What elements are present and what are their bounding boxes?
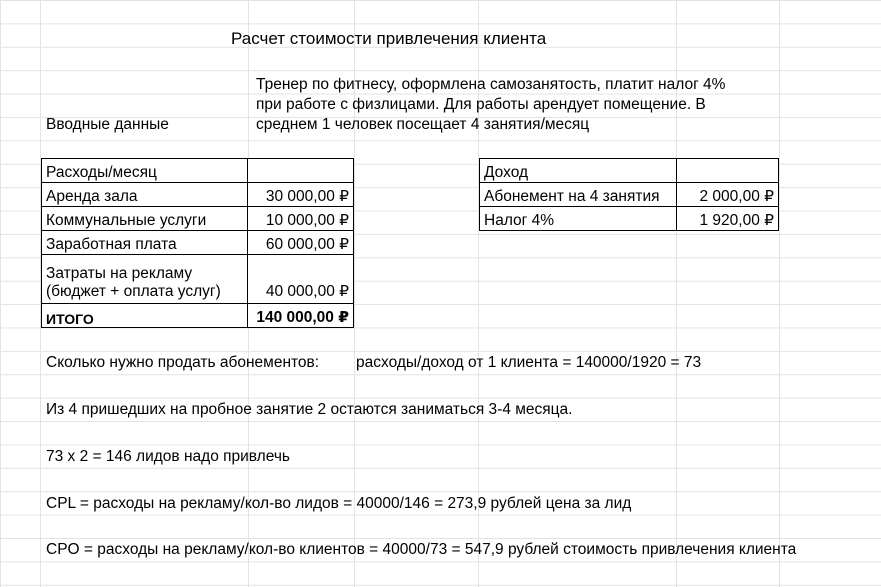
expense-label-cell[interactable]: Заработная плата <box>42 231 248 255</box>
income-table <box>479 158 779 231</box>
total-value-cell[interactable]: 140 000,00 ₽ <box>248 304 354 328</box>
inputs-description-line-3[interactable]: среднем 1 человек посещает 4 занятия/месяц <box>256 116 590 133</box>
sheet-title[interactable]: Расчет стоимости привлечения клиента <box>231 29 547 48</box>
expense-value-cell[interactable]: 30 000,00 ₽ <box>248 183 354 207</box>
income-row <box>480 207 779 231</box>
expenses-row <box>42 231 354 255</box>
retention-note-cell[interactable]: Из 4 пришедших на пробное занятие 2 остаются заниматься 3-4 месяца. <box>46 401 573 418</box>
expense-label-line-1: Затраты на рекламу <box>46 265 193 283</box>
expense-label-line-2: (бюджет + оплата услуг) <box>46 283 221 301</box>
expense-value-cell[interactable]: 60 000,00 ₽ <box>248 231 354 255</box>
income-value-cell[interactable]: 1 920,00 ₽ <box>676 207 778 231</box>
cpo-note-cell[interactable]: CPO = расходы на рекламу/кол-во клиентов = 40000/73 = 547,9 рублей стоимость привлечения клиента <box>46 541 797 558</box>
income-label-cell[interactable]: Абонемент на 4 занятия <box>480 183 677 207</box>
income-header-cell[interactable]: Доход <box>480 159 677 183</box>
expenses-row <box>42 183 354 207</box>
income-value-cell[interactable]: 2 000,00 ₽ <box>676 183 778 207</box>
expenses-header-row <box>42 159 354 183</box>
expenses-header-cell[interactable]: Расходы/месяц <box>42 159 248 183</box>
expense-label-cell[interactable]: Аренда зала <box>42 183 248 207</box>
expense-label-cell[interactable]: Коммунальные услуги <box>42 207 248 231</box>
cpl-note-cell[interactable]: CPL = расходы на рекламу/кол-во лидов = 40000/146 = 273,9 рублей цена за лид <box>46 495 632 512</box>
inputs-label[interactable]: Вводные данные <box>46 116 169 133</box>
inputs-description-line-1[interactable]: Тренер по фитнесу, оформлена самозанятость, платит налог 4% <box>256 76 726 93</box>
income-row <box>480 183 779 207</box>
leads-note-cell[interactable]: 73 х 2 = 146 лидов надо привлечь <box>46 448 290 465</box>
column-gridline <box>779 0 780 587</box>
expenses-row <box>42 207 354 231</box>
total-label-cell[interactable]: ИТОГО <box>42 304 248 328</box>
expense-label-cell[interactable] <box>42 255 248 304</box>
income-header-value-cell[interactable] <box>676 159 778 183</box>
income-label-cell[interactable]: Налог 4% <box>480 207 677 231</box>
expenses-table <box>41 158 354 328</box>
subscriptions-formula-cell[interactable]: расходы/доход от 1 клиента = 140000/1920 = 73 <box>356 354 702 371</box>
subscriptions-question-cell[interactable]: Сколько нужно продать абонементов: <box>46 354 320 371</box>
inputs-description-line-2[interactable]: при работе с физлицами. Для работы арендует помещение. В <box>256 96 706 113</box>
expenses-header-value-cell[interactable] <box>248 159 354 183</box>
expense-value-cell[interactable]: 10 000,00 ₽ <box>248 207 354 231</box>
expenses-row <box>42 255 354 304</box>
expenses-total-row <box>42 304 354 328</box>
income-header-row <box>480 159 779 183</box>
expense-value-cell[interactable]: 40 000,00 ₽ <box>248 255 354 304</box>
